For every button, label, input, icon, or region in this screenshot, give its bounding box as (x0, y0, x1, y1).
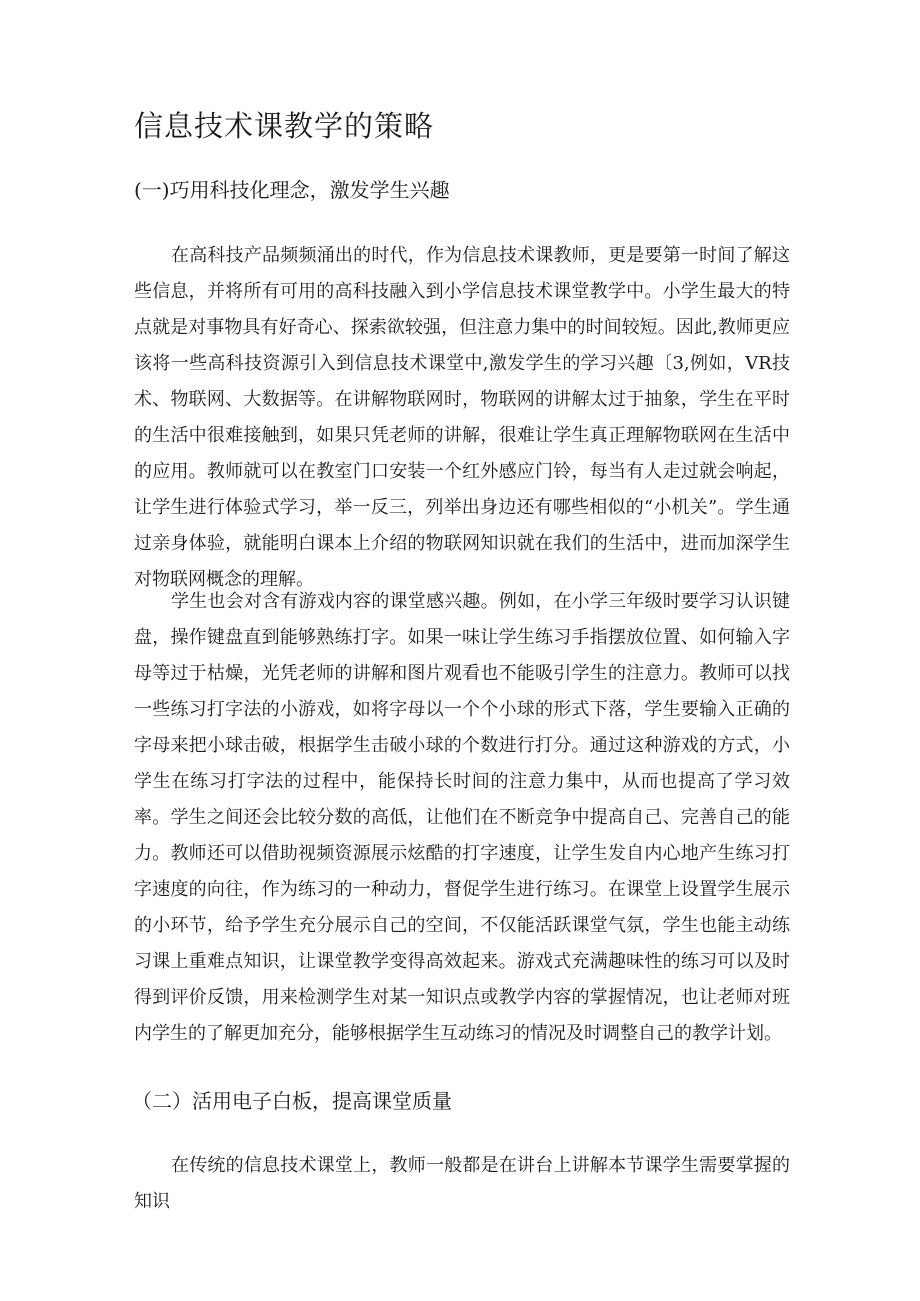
body-paragraph: 在高科技产品频频涌出的时代，作为信息技术课教师，更是要第一时间了解这些信息，并将所有可用的高科技融入到小学信息技术课堂教学中。小学生最大的特点就是对事物具有好奇心、探索欲较强，但注意力集中的时间较短。因此,教师更应该将一些高科技资源引入到信息技术课堂中,激发学生的学习兴趣〔3,例如，VR技术、物联网、大数据等。在讲解物联网时，物联网的讲解太过于抽象，学生在平时的生活中很难接触到，如果只凭老师的讲解，很难让学生真正理解物联网在生活中的应用。教师就可以在教室门口安装一个红外感应门铃，每当有人走过就会响起，让学生进行体验式学习，举一反三，列举出身边还有哪些相似的“小机关”。学生通过亲身体验，就能明白课本上介绍的物联网知识就在我们的生活中，进而加深学生对物联网概念的理解。 (134, 245, 790, 590)
section-heading-1: (一)巧用科技化理念，激发学生兴趣 (134, 178, 450, 202)
body-paragraph: 学生也会对含有游戏内容的课堂感兴趣。例如，在小学三年级时要学习认识键盘，操作键盘直到能够熟练打字。如果一味让学生练习手指摆放位置、如何输入字母等过于枯燥，光凭老师的讲解和图片观看也不能吸引学生的注意力。教师可以找一些练习打字法的小游戏，如将字母以一个个小球的形式下落，学生要输入正确的字母来把小球击破，根据学生击破小球的个数进行打分。通过这种游戏的方式，小学生在练习打字法的过程中，能保持长时间的注意力集中，从而也提高了学习效率。学生之间还会比较分数的高低，让他们在不断竞争中提高自己、完善自己的能力。教师还可以借助视频资源展示炫酷的打字速度，让学生发自内心地产生练习打字速度的向往，作为练习的一种动力，督促学生进行练习。在课堂上设置学生展示的小环节，给予学生充分展示自己的空间，不仅能活跃课堂气氛，学生也能主动练习课上重难点知识，让课堂教学变得高效起来。游戏式充满趣味性的练习可以及时得到评价反馈，用来检测学生对某一知识点或教学内容的掌握情况，也让老师对班内学生的了解更加充分，能够根据学生互动练习的情况及时调整自己的教学计划。 (134, 591, 790, 1044)
document-title: 信息技术课教学的策略 (134, 109, 435, 143)
body-paragraph: 在传统的信息技术课堂上，教师一般都是在讲台上讲解本节课学生需要掌握的知识 (134, 1155, 790, 1212)
section-heading-2: （二）活用电子白板，提高课堂质量 (132, 1089, 452, 1113)
